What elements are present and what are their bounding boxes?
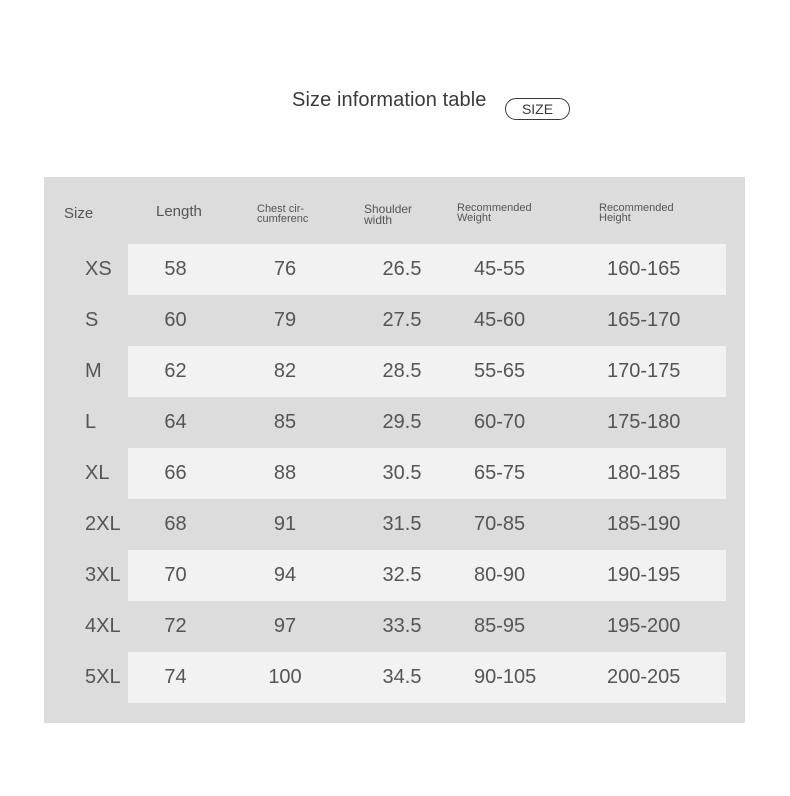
cell-length: 68 [164, 513, 187, 535]
page-title: Size information table [292, 89, 487, 111]
table-row: 4XL 72 97 33.5 85-95 195-200 [44, 601, 745, 652]
cell-length: 58 [164, 258, 187, 280]
table-row: 2XL 68 91 31.5 70-85 185-190 [44, 499, 745, 550]
table-row: M 62 82 28.5 55-65 170-175 [44, 346, 745, 397]
cell-chest: 91 [273, 513, 297, 535]
cell-shoulder: 30.5 [382, 462, 422, 484]
header-height-line2: Height [599, 212, 631, 224]
header-height [599, 203, 674, 223]
size-badge: SIZE [505, 98, 570, 120]
header-weight-line1: Recommended [457, 202, 532, 214]
cell-weight: 90-105 [474, 666, 537, 688]
cell-chest: 76 [273, 258, 297, 280]
cell-shoulder: 29.5 [382, 411, 422, 433]
cell-height: 195-200 [607, 615, 681, 637]
cell-height: 160-165 [607, 258, 681, 280]
cell-chest: 82 [273, 360, 297, 382]
table-row: 5XL 74 100 34.5 90-105 200-205 [44, 652, 745, 703]
cell-length: 70 [164, 564, 187, 586]
cell-length: 60 [164, 309, 187, 331]
cell-shoulder: 27.5 [382, 309, 422, 331]
cell-shoulder: 33.5 [382, 615, 422, 637]
header-weight [457, 203, 532, 223]
table-row: XS 58 76 26.5 45-55 160-165 [44, 244, 745, 295]
header-shoulder-line1: Shoulder [364, 202, 413, 216]
cell-height: 185-190 [607, 513, 681, 535]
size-table [44, 177, 745, 723]
title-area [0, 88, 790, 128]
cell-shoulder: 26.5 [382, 258, 422, 280]
cell-shoulder: 31.5 [382, 513, 422, 535]
cell-height: 180-185 [607, 462, 681, 484]
cell-weight: 45-60 [474, 309, 526, 331]
cell-length: 62 [164, 360, 187, 382]
header-chest-line1: Chest cir- [257, 203, 305, 215]
cell-height: 165-170 [607, 309, 681, 331]
cell-chest: 97 [273, 615, 297, 637]
cell-weight: 45-55 [474, 258, 526, 280]
cell-chest: 100 [268, 666, 302, 688]
cell-shoulder: 32.5 [382, 564, 422, 586]
header-shoulder-line2: width [364, 213, 393, 227]
table-row: XL 66 88 30.5 65-75 180-185 [44, 448, 745, 499]
cell-weight: 85-95 [474, 615, 526, 637]
header-weight-line2: Weight [457, 212, 492, 224]
cell-length: 74 [164, 666, 187, 688]
header-chest [257, 204, 308, 224]
table-row: S 60 79 27.5 45-60 165-170 [44, 295, 745, 346]
cell-length: 72 [164, 615, 187, 637]
table-row: L 64 85 29.5 60-70 175-180 [44, 397, 745, 448]
cell-length: 66 [164, 462, 187, 484]
cell-height: 175-180 [607, 411, 681, 433]
cell-weight: 65-75 [474, 462, 526, 484]
cell-weight: 55-65 [474, 360, 526, 382]
header-length: Length [156, 203, 202, 220]
cell-shoulder: 28.5 [382, 360, 422, 382]
cell-chest: 94 [273, 564, 297, 586]
cell-height: 200-205 [607, 666, 681, 688]
cell-length: 64 [164, 411, 187, 433]
header-size: Size [64, 205, 94, 222]
cell-chest: 88 [273, 462, 297, 484]
header-shoulder [364, 204, 412, 226]
cell-shoulder: 34.5 [382, 666, 422, 688]
cell-weight: 70-85 [474, 513, 526, 535]
cell-height: 190-195 [607, 564, 681, 586]
cell-chest: 79 [273, 309, 297, 331]
header-height-line1: Recommended [599, 202, 674, 214]
cell-chest: 85 [273, 411, 297, 433]
table-header [44, 177, 745, 244]
header-chest-line2: cumferenc [257, 213, 309, 225]
table-row: 3XL 70 94 32.5 80-90 190-195 [44, 550, 745, 601]
cell-weight: 80-90 [474, 564, 526, 586]
cell-weight: 60-70 [474, 411, 526, 433]
cell-height: 170-175 [607, 360, 681, 382]
